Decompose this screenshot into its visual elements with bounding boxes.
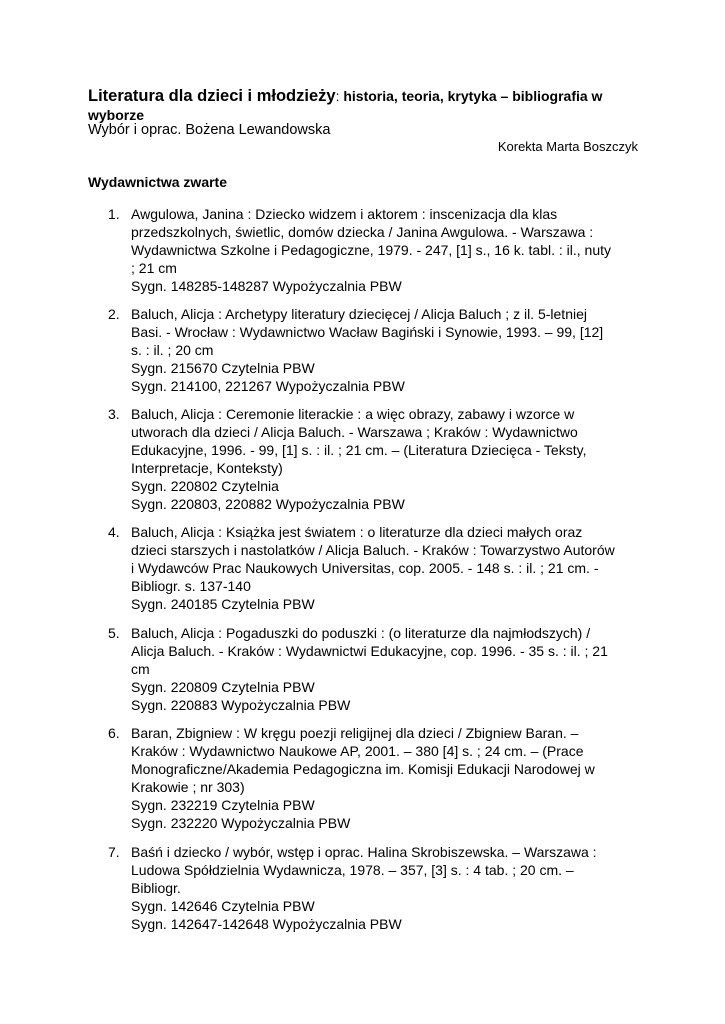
entry-line: przedszkolnych, świetlic, domów dziecka / Janina Awgulowa. - Warszawa :: [131, 224, 594, 240]
entry-call-number: Sygn. 220802 Czytelnia: [131, 478, 279, 494]
bibliography-entry-7: [108, 843, 648, 933]
entry-call-number: Sygn. 214100, 221267 Wypożyczalnia PBW: [131, 378, 405, 394]
entry-line: Baluch, Alicja : Ceremonie literackie : a więc obrazy, zabawy i wzorce w: [131, 406, 575, 422]
entry-line: Ludowa Spółdzielnia Wydawnicza, 1978. – 357, [3] s. : 4 tab. ; 20 cm. –: [131, 862, 574, 878]
entry-line: Kraków : Wydawnictwo Naukowe AP, 2001. – 380 [4] s. ; 24 cm. – (Prace: [131, 743, 584, 759]
bibliography-entry-4: [108, 523, 648, 613]
entry-line: Monograficzne/Akademia Pedagogiczna im. Komisji Edukacji Narodowej w: [131, 761, 595, 777]
entry-line: Interpretacje, Konteksty): [131, 460, 283, 476]
title-subtitle-part-2: wyborze: [88, 107, 145, 123]
proofread-credit: Korekta Marta Boszczyk: [497, 139, 638, 154]
section-heading: Wydawnictwa zwarte: [88, 174, 228, 190]
entry-line: Alicja Baluch. - Kraków : Wydawnictwi Edukacyjne, cop. 1996. - 35 s. : il. ; 21: [131, 643, 608, 659]
bibliography-entry-3: [108, 405, 648, 513]
bibliography-entry-6: [108, 724, 648, 832]
entry-number: 3.: [108, 406, 120, 422]
title-colon: :: [335, 88, 344, 104]
entry-text: [131, 843, 648, 933]
entry-number: 1.: [108, 206, 120, 222]
title-subtitle-part-1: historia, teoria, krytyka – bibliografia w: [343, 88, 603, 104]
title-main: Literatura dla dzieci i młodzieży: [88, 87, 336, 105]
entry-text: [131, 523, 648, 613]
entry-line: s. : il. ; 20 cm: [131, 342, 214, 358]
entry-line: Baluch, Alicja : Pogaduszki do poduszki : (o literaturze dla najmłodszych) /: [131, 625, 591, 641]
entry-number: 6.: [108, 725, 120, 741]
entry-line: Baśń i dziecko / wybór, wstęp i oprac. Halina Skrobiszewska. – Warszawa :: [131, 844, 597, 860]
entry-call-number: Sygn. 220883 Wypożyczalnia PBW: [131, 697, 351, 713]
entry-call-number: Sygn. 148285-148287 Wypożyczalnia PBW: [131, 278, 402, 294]
entry-line: cm: [131, 661, 150, 677]
entry-number: 2.: [108, 306, 120, 322]
entry-line: Baluch, Alicja : Książka jest światem : o literaturze dla dzieci małych oraz: [131, 524, 583, 540]
entry-line: Awgulowa, Janina : Dziecko widzem i aktorem : inscenizacja dla klas: [131, 206, 558, 222]
bibliography-entry-2: [108, 305, 648, 395]
entry-line: utworach dla dzieci / Alicja Baluch. - Warszawa ; Kraków : Wydawnictwo: [131, 424, 578, 440]
entry-text: [131, 205, 648, 295]
entry-call-number: Sygn. 220809 Czytelnia PBW: [131, 679, 315, 695]
entry-line: ; 21 cm: [131, 260, 177, 276]
entry-call-number: Sygn. 215670 Czytelnia PBW: [131, 360, 315, 376]
entry-call-number: Sygn. 220803, 220882 Wypożyczalnia PBW: [131, 496, 405, 512]
entry-line: Wydawnictwa Szkolne i Pedagogiczne, 1979. - 247, [1] s., 16 k. tabl. : il., nuty: [131, 242, 612, 258]
entry-call-number: Sygn. 142646 Czytelnia PBW: [131, 898, 315, 914]
entry-number: 5.: [108, 625, 120, 641]
entry-line: Edukacyjne, 1996. - 99, [1] s. : il. ; 21 cm. – (Literatura Dziecięca - Teksty,: [131, 442, 587, 458]
bibliography-entry-5: [108, 624, 648, 714]
entry-line: i Wydawców Prac Naukowych Universitas, cop. 2005. - 148 s. : il. ; 21 cm. -: [131, 560, 599, 576]
entry-call-number: Sygn. 142647-142648 Wypożyczalnia PBW: [131, 916, 402, 932]
document-title: [88, 87, 648, 125]
entry-number: 4.: [108, 524, 120, 540]
entry-line: Baran, Zbigniew : W kręgu poezji religijnej dla dzieci / Zbigniew Baran. –: [131, 725, 579, 741]
entry-line: Baluch, Alicja : Archetypy literatury dziecięcej / Alicja Baluch ; z il. 5-letniej: [131, 306, 587, 322]
entry-line: dzieci starszych i nastolatków / Alicja Baluch. - Kraków : Towarzystwo Autorów: [131, 542, 615, 558]
entry-line: Krakowie ; nr 303): [131, 779, 245, 795]
entry-line: Bibliogr. s. 137-140: [131, 578, 251, 594]
editor-credit: Wybór i oprac. Bożena Lewandowska: [88, 122, 331, 138]
entry-text: [131, 624, 648, 714]
bibliography-entry-1: [108, 205, 648, 295]
entry-line: Bibliogr.: [131, 880, 181, 896]
entry-call-number: Sygn. 232220 Wypożyczalnia PBW: [131, 815, 351, 831]
entry-line: Basi. - Wrocław : Wydawnictwo Wacław Bagiński i Synowie, 1993. – 99, [12]: [131, 324, 604, 340]
entry-number: 7.: [108, 844, 120, 860]
entry-call-number: Sygn. 240185 Czytelnia PBW: [131, 596, 315, 612]
entry-text: [131, 405, 648, 513]
entry-text: [131, 724, 648, 832]
entry-call-number: Sygn. 232219 Czytelnia PBW: [131, 797, 315, 813]
entry-text: [131, 305, 648, 395]
